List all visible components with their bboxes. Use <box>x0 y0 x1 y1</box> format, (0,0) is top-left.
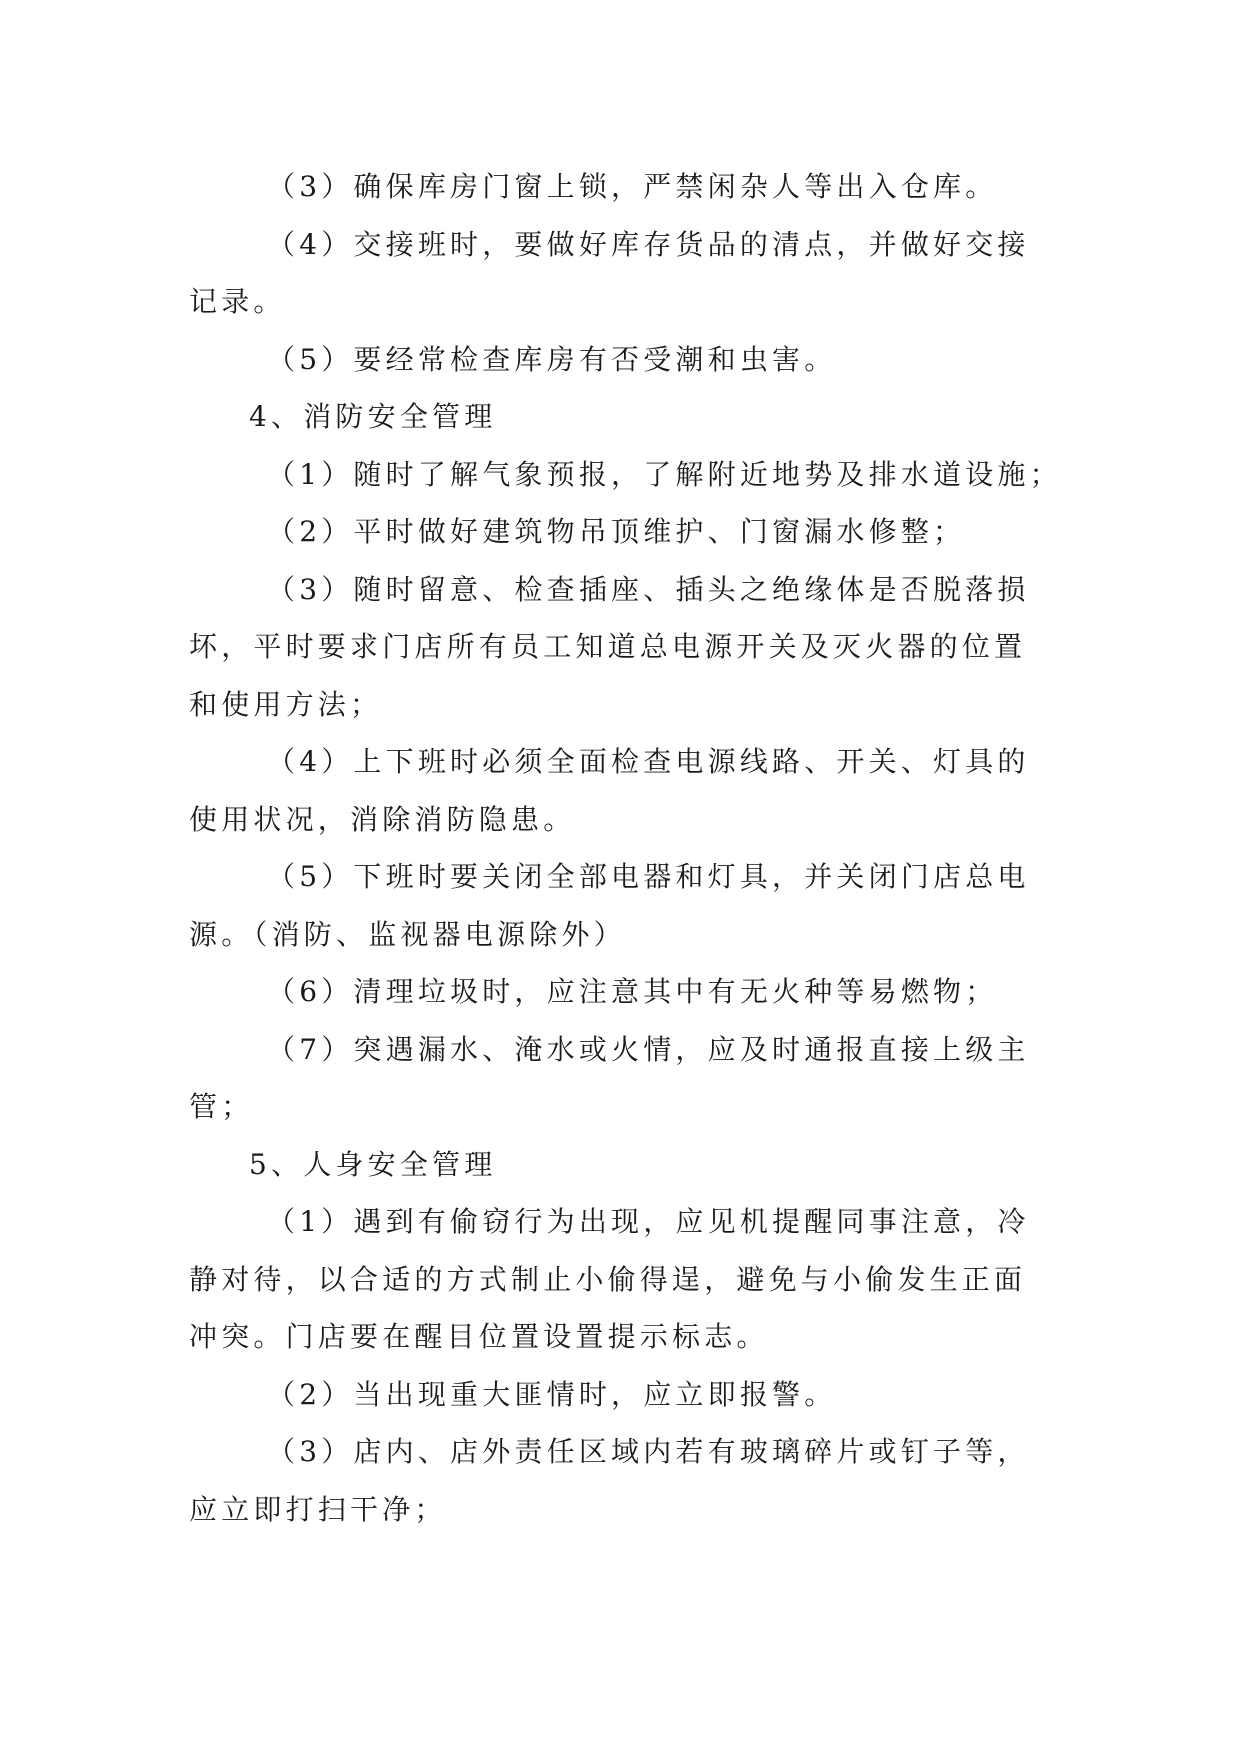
heading-text: 5、人身安全管理 <box>249 1147 497 1181</box>
text-line: 记录。 <box>189 285 286 318</box>
paragraph-power-check <box>189 733 1049 848</box>
text-line: 静对待，以合适的方式制止小偷得逞，避免与小偷发生正面 <box>189 1262 1027 1296</box>
paragraph-robbery-alarm <box>189 1366 1049 1424</box>
text-line: （3）确保库房门窗上锁，严禁闲杂人等出入仓库。 <box>267 170 998 203</box>
paragraph-warehouse-lock <box>189 158 1049 216</box>
text-line: （4）交接班时，要做好库存货品的清点，并做好交接 <box>267 227 1030 261</box>
paragraph-power-off <box>189 848 1049 963</box>
text-line: 管； <box>189 1090 254 1123</box>
paragraph-ceiling-maintenance <box>189 503 1049 561</box>
paragraph-shift-handover <box>189 216 1049 331</box>
paragraph-theft-response <box>189 1193 1049 1366</box>
text-line: （5）要经常检查库房有否受潮和虫害。 <box>267 342 837 376</box>
paragraph-garbage-check <box>189 963 1049 1021</box>
text-line: 源。（消防、监视器电源除外） <box>189 917 626 951</box>
paragraph-emergency-report <box>189 1021 1049 1136</box>
text-line: （5）下班时要关闭全部电器和灯具，并关闭门店总电 <box>267 860 1030 893</box>
text-line: （3）店内、店外责任区域内若有玻璃碎片或钉子等， <box>267 1435 1030 1468</box>
paragraph-socket-inspection <box>189 561 1049 734</box>
paragraph-cleanup-hazards <box>189 1423 1049 1538</box>
text-line: 应立即打扫干净； <box>189 1492 447 1526</box>
section-heading-fire-safety <box>189 388 1049 446</box>
text-line: （2）平时做好建筑物吊顶维护、门窗漏水修整； <box>267 515 966 548</box>
text-line: （1）遇到有偷窃行为出现，应见机提醒同事注意，冷 <box>267 1205 1030 1238</box>
paragraph-weather-forecast <box>189 446 1062 504</box>
heading-text: 4、消防安全管理 <box>249 400 497 433</box>
text-line: （4）上下班时必须全面检查电源线路、开关、灯具的 <box>267 745 1030 778</box>
text-line: （1）随时了解气象预报，了解附近地势及排水道设施； <box>267 457 1062 491</box>
text-line: 和使用方法； <box>189 687 383 721</box>
section-heading-personal-safety <box>189 1136 1049 1194</box>
document-body <box>189 158 1062 1538</box>
text-line: 坏，平时要求门店所有员工知道总电源开关及灭火器的位置 <box>189 630 1027 663</box>
text-line: （3）随时留意、检查插座、插头之绝缘体是否脱落损 <box>267 572 1030 606</box>
text-line: （6）清理垃圾时，应注意其中有无火种等易燃物； <box>267 975 998 1008</box>
text-line: 冲突。门店要在醒目位置设置提示标志。 <box>189 1320 769 1353</box>
paragraph-moisture-pests <box>189 331 1049 389</box>
text-line: 使用状况，消除消防隐患。 <box>189 802 576 836</box>
text-line: （2）当出现重大匪情时，应立即报警。 <box>267 1377 837 1411</box>
text-line: （7）突遇漏水、淹水或火情，应及时通报直接上级主 <box>267 1032 1030 1066</box>
